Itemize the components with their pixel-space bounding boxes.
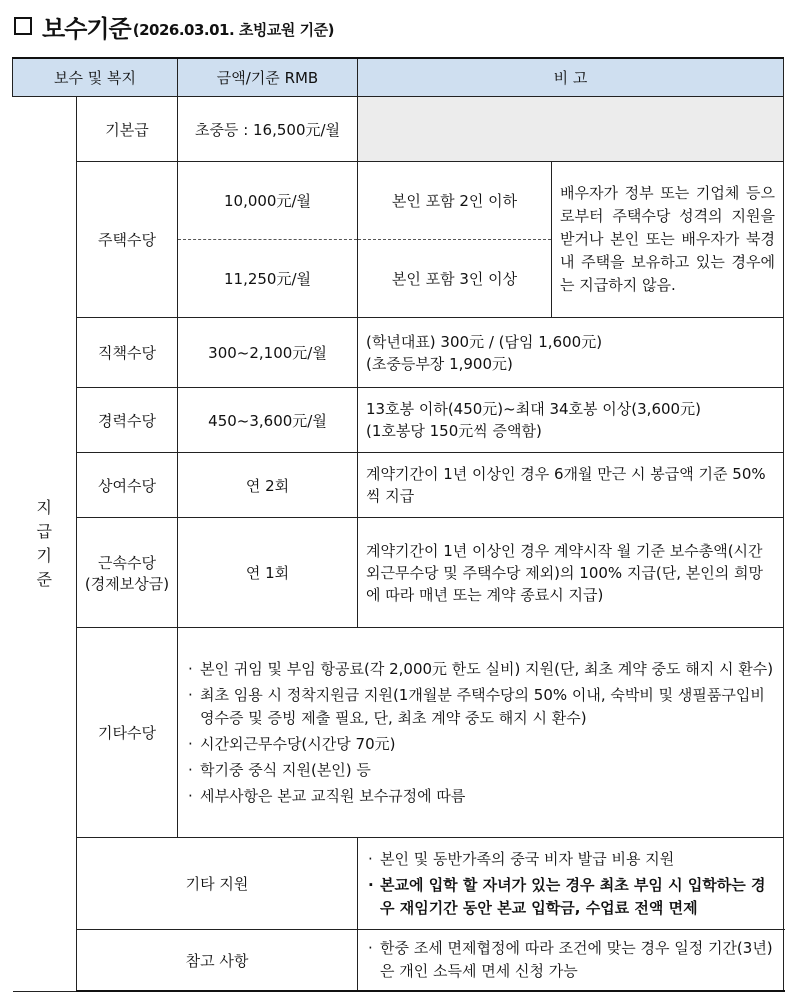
other-allow-label: 기타수당	[77, 628, 178, 838]
housing-amount-2: 11,250元/월	[178, 240, 358, 318]
career-label: 경력수당	[77, 388, 178, 453]
service-label	[77, 518, 178, 628]
career-amount: 450~3,600元/월	[178, 388, 358, 453]
other-support-label: 기타 지원	[77, 838, 358, 930]
position-note-2: (초중등부장 1,900元)	[366, 354, 513, 373]
service-amount: 연 1회	[178, 518, 358, 628]
position-label: 직책수당	[77, 318, 178, 388]
other-allow-list-cell	[178, 628, 784, 838]
checkbox-icon	[14, 17, 32, 35]
service-note: 계약기간이 1년 이상인 경우 계약시작 월 기준 보수총액(시간외근무수당 및 주택수당 제외)의 100% 지급(단, 본인의 희망에 따라 매년 또는 계약 종료시 지급)	[358, 518, 784, 628]
pay-basis-label	[13, 97, 77, 992]
list-item: · 시간외근무수당(시간당 70元)	[184, 733, 777, 756]
list-item: · 세부사항은 본교 교직원 보수규정에 따름	[184, 785, 777, 808]
title-sub: (2026.03.01. 초빙교원 기준)	[132, 20, 334, 39]
reference-label: 참고 사항	[77, 930, 358, 992]
title-main: 보수기준	[42, 14, 131, 43]
housing-cond-2: 본인 포함 3인 이상	[358, 240, 552, 318]
position-note	[358, 318, 784, 388]
reference-cell	[358, 930, 784, 992]
service-label-1: 근속수당	[98, 553, 156, 572]
list-item: · 학기중 중식 지원(본인) 등	[184, 759, 777, 782]
header-amount: 금액/기준 RMB	[178, 58, 358, 97]
list-item: · 최초 임용 시 정착지원금 지원(1개월분 주택수당의 50% 이내, 숙박비 및 생필품구입비 영수증 및 증빙 제출 필요, 단, 최초 계약 중도 해지 시 환수)	[184, 684, 777, 730]
base-label: 기본급	[77, 97, 178, 162]
base-amount: 초중등 : 16,500元/월	[178, 97, 358, 162]
other-support-cell	[358, 838, 784, 930]
list-item: · 본인 귀임 및 부임 항공료(각 2,000元 한도 실비) 지원(단, 최초 계약 중도 해지 시 환수)	[184, 658, 777, 681]
bonus-amount: 연 2회	[178, 453, 358, 518]
header-benefit: 보수 및 복지	[13, 58, 178, 97]
bonus-note: 계약기간이 1년 이상인 경우 6개월 만근 시 봉급액 기준 50%씩 지급	[358, 453, 784, 518]
pay-basis-text: 지 급 기 준	[36, 497, 52, 589]
header-remarks: 비 고	[358, 58, 784, 97]
other-allow-list	[184, 658, 777, 808]
housing-cond-1: 본인 포함 2인 이하	[358, 162, 552, 240]
career-note-2: (1호봉당 150元씩 증액함)	[366, 422, 542, 440]
list-item: · 한중 조세 면제협정에 따라 조건에 맞는 경우 일정 기간(3년)은 개인 소득세 면세 신청 가능	[364, 937, 777, 983]
base-note-empty	[358, 97, 784, 162]
other-support-list	[364, 848, 777, 920]
housing-label: 주택수당	[77, 162, 178, 318]
service-label-2: (경제보상금)	[84, 574, 170, 593]
housing-amount-1: 10,000元/월	[178, 162, 358, 240]
list-item: · 본인 및 동반가족의 중국 비자 발급 비용 지원	[364, 848, 777, 871]
list-item: · 본교에 입학 할 자녀가 있는 경우 최초 부임 시 입학하는 경우 재임기간 동안 본교 입학금, 수업료 전액 면제	[364, 874, 777, 920]
position-amount: 300~2,100元/월	[178, 318, 358, 388]
reference-list	[364, 937, 777, 983]
career-note	[358, 388, 784, 453]
pay-table	[12, 57, 784, 992]
page-title	[14, 10, 334, 42]
housing-note: 배우자가 정부 또는 기업체 등으로부터 주택수당 성격의 지원을 받거나 본인 또는 배우자가 북경내 주택을 보유하고 있는 경우에는 지급하지 않음.	[552, 162, 784, 318]
career-note-1: 13호봉 이하(450元)~최대 34호봉 이상(3,600元)	[366, 400, 701, 418]
bonus-label: 상여수당	[77, 453, 178, 518]
position-note-1: (학년대표) 300元 / (담임 1,600元)	[366, 332, 603, 351]
